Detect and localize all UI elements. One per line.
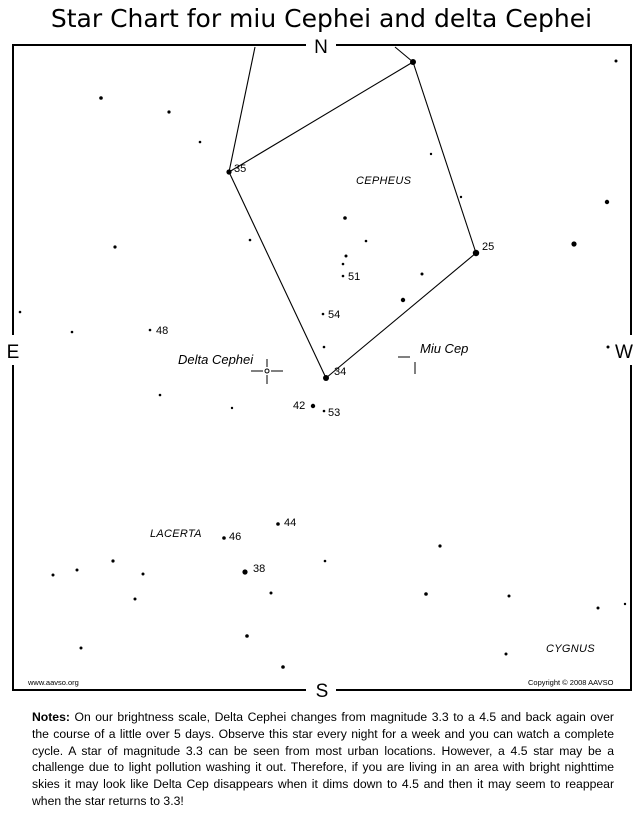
star <box>460 196 462 198</box>
miu-cep-label: Miu Cep <box>420 341 469 356</box>
star <box>281 665 285 669</box>
star-label-53: 53 <box>328 407 341 419</box>
star-54 <box>322 313 325 316</box>
notes-text: On our brightness scale, Delta Cephei changes from magnitude 3.3 to a 4.5 and back again over the course of a little over 5 days. Observe this star every night for a week and you can watch a complete cycle. A star of magnitude 3.3 can be seen from most urban locations. However, a 4.5 star may be a challenge due to light pollution washing it out. Therefore, if you are living in an area with bright nighttime skies it may look like Delta Cep disappears when it dims down to 4.5 and then it may seem to reappear when the star returns to 3.3! <box>32 710 614 808</box>
star <box>615 60 618 63</box>
star <box>52 574 55 577</box>
star <box>401 298 405 302</box>
star-48 <box>149 329 152 332</box>
star <box>134 598 137 601</box>
star <box>505 653 508 656</box>
star-label-51: 51 <box>348 271 361 283</box>
constellation-label-cygnus: CYGNUS <box>546 643 595 655</box>
cepheus-line <box>413 62 476 253</box>
star-label-35: 35 <box>234 163 247 175</box>
star-53 <box>323 410 326 413</box>
star-25 <box>473 250 479 256</box>
star <box>345 255 348 258</box>
constellation-label-cepheus: CEPHEUS <box>356 175 412 187</box>
star <box>199 141 202 144</box>
cepheus-line <box>229 47 255 172</box>
notes-label: Notes: <box>32 710 70 724</box>
cepheus-lines <box>229 47 476 378</box>
star <box>343 216 347 220</box>
star <box>113 245 116 248</box>
website-credit: www.aavso.org <box>28 678 79 687</box>
star-label-42: 42 <box>293 400 306 412</box>
star <box>245 634 249 638</box>
constellation-label-lacerta: LACERTA <box>150 528 202 540</box>
star <box>424 592 428 596</box>
star <box>99 96 103 100</box>
star <box>323 346 326 349</box>
star <box>410 59 416 65</box>
star-label-44: 44 <box>284 517 297 529</box>
star <box>605 200 609 204</box>
west-label: W <box>615 342 633 363</box>
star <box>71 331 74 334</box>
star <box>167 110 170 113</box>
star <box>111 559 114 562</box>
star <box>324 560 327 563</box>
star-51 <box>342 275 345 278</box>
star-label-48: 48 <box>156 325 169 337</box>
star <box>430 153 432 155</box>
star <box>597 607 600 610</box>
east-label: E <box>6 342 20 363</box>
north-label: N <box>314 37 328 58</box>
star-35 <box>226 169 231 174</box>
star-46 <box>222 536 226 540</box>
star-label-25: 25 <box>482 241 495 253</box>
notes-paragraph <box>32 709 614 810</box>
chart-title: Star Chart for miu Cephei and delta Cephei <box>50 4 593 33</box>
star-label-34: 34 <box>334 366 347 378</box>
cepheus-line <box>229 172 326 378</box>
miu-cep-marker <box>398 357 415 374</box>
cepheus-line <box>229 62 413 172</box>
stars <box>19 59 627 669</box>
cepheus-line <box>395 47 413 62</box>
delta-cephei-label: Delta Cephei <box>178 352 254 367</box>
star <box>607 346 610 349</box>
star-label-46: 46 <box>229 531 242 543</box>
star <box>80 647 83 650</box>
star-38 <box>242 569 247 574</box>
star-42 <box>311 404 315 408</box>
star <box>231 407 233 409</box>
star <box>159 394 162 397</box>
star <box>342 263 345 266</box>
star <box>571 241 576 246</box>
delta-cephei-marker <box>251 359 283 384</box>
star <box>365 240 368 243</box>
star-label-54: 54 <box>328 309 341 321</box>
star <box>19 311 22 314</box>
star-44 <box>276 522 280 526</box>
star <box>76 569 79 572</box>
star <box>142 573 145 576</box>
star-34 <box>323 375 329 381</box>
star <box>624 603 626 605</box>
star <box>421 273 424 276</box>
chart-border <box>13 45 631 690</box>
star <box>508 595 511 598</box>
copyright-credit: Copyright © 2008 AAVSO <box>528 678 614 687</box>
south-label: S <box>315 681 329 700</box>
star-label-38: 38 <box>253 563 266 575</box>
star <box>249 239 252 242</box>
star <box>438 544 441 547</box>
star <box>270 592 273 595</box>
